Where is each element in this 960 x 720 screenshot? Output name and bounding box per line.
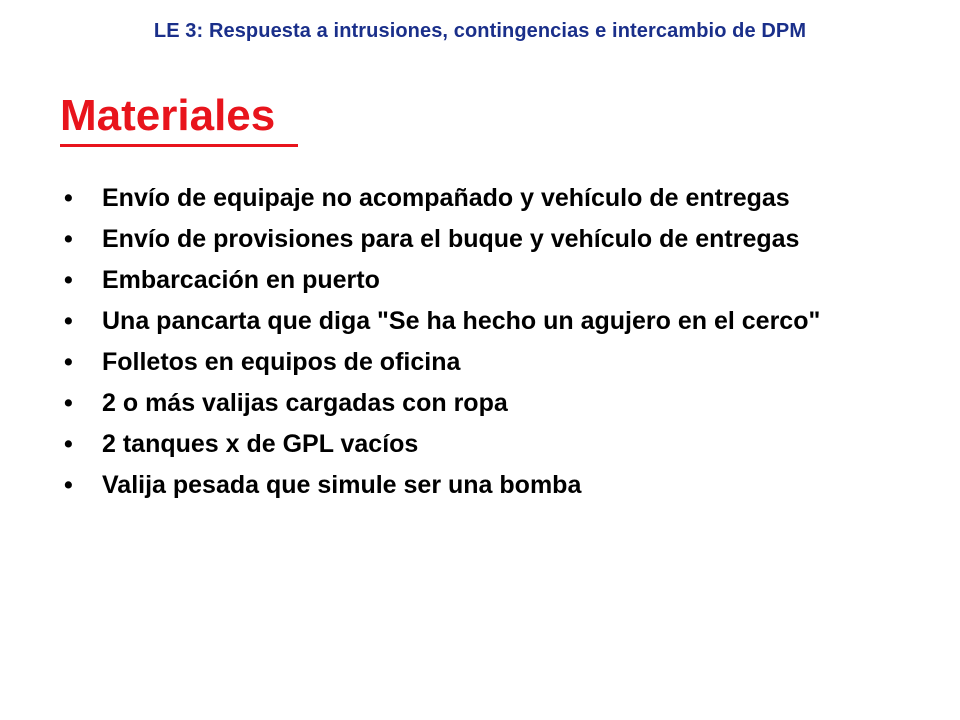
slide-header: LE 3: Respuesta a intrusiones, contingencias e intercambio de DPM bbox=[153, 20, 807, 42]
list-item bbox=[60, 470, 890, 501]
list-item bbox=[60, 224, 890, 255]
list-item-text: Envío de equipaje no acompañado y vehículo de entregas bbox=[102, 184, 790, 212]
list-item-text: Embarcación en puerto bbox=[102, 266, 380, 294]
list-item bbox=[60, 388, 890, 419]
list-item bbox=[60, 265, 890, 296]
bullet-icon: • bbox=[64, 266, 73, 294]
list-item bbox=[60, 306, 890, 337]
list-item-text: Valija pesada que simule ser una bomba bbox=[102, 471, 582, 499]
bullet-list bbox=[60, 183, 890, 511]
list-item bbox=[60, 183, 890, 214]
bullet-icon: • bbox=[64, 307, 73, 335]
bullet-icon: • bbox=[64, 389, 73, 417]
bullet-icon: • bbox=[64, 348, 73, 376]
title-underline bbox=[60, 144, 298, 147]
list-item bbox=[60, 347, 890, 378]
bullet-icon: • bbox=[64, 184, 73, 212]
list-item-text: Folletos en equipos de oficina bbox=[102, 348, 461, 376]
list-item bbox=[60, 429, 890, 460]
bullet-icon: • bbox=[64, 225, 73, 253]
bullet-icon: • bbox=[64, 471, 73, 499]
list-item-text: 2 tanques x de GPL vacíos bbox=[102, 430, 419, 458]
list-item-text: Una pancarta que diga "Se ha hecho un agujero en el cerco" bbox=[102, 307, 821, 335]
list-item-text: Envío de provisiones para el buque y vehículo de entregas bbox=[102, 225, 800, 253]
bullet-icon: • bbox=[64, 430, 73, 458]
slide-title: Materiales bbox=[60, 91, 276, 140]
list-item-text: 2 o más valijas cargadas con ropa bbox=[102, 389, 508, 417]
